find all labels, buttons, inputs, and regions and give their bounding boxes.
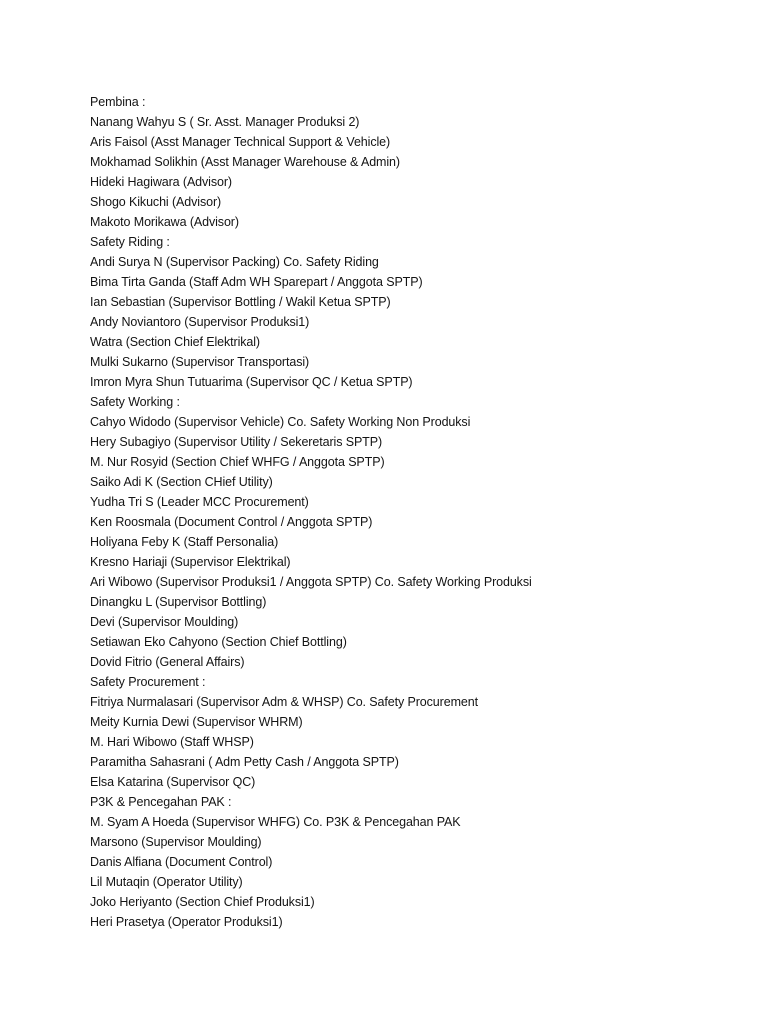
list-item: Imron Myra Shun Tutuarima (Supervisor QC / Ketua SPTP) bbox=[90, 375, 413, 389]
list-item: Devi (Supervisor Moulding) bbox=[90, 615, 239, 629]
list-item: Danis Alfiana (Document Control) bbox=[90, 855, 273, 869]
list-item: Dovid Fitrio (General Affairs) bbox=[90, 655, 245, 669]
list-item: Elsa Katarina (Supervisor QC) bbox=[90, 775, 256, 789]
list-item: Joko Heriyanto (Section Chief Produksi1) bbox=[90, 895, 315, 909]
list-item: M. Hari Wibowo (Staff WHSP) bbox=[90, 735, 254, 749]
list-item: Mulki Sukarno (Supervisor Transportasi) bbox=[90, 355, 310, 369]
list-item: Marsono (Supervisor Moulding) bbox=[90, 835, 262, 849]
list-item: M. Syam A Hoeda (Supervisor WHFG) Co. P3K & Pencegahan PAK bbox=[90, 815, 461, 829]
list-item: Saiko Adi K (Section CHief Utility) bbox=[90, 475, 273, 489]
section-heading-p3k-pencegahan-pak: P3K & Pencegahan PAK : bbox=[90, 795, 232, 809]
list-item: M. Nur Rosyid (Section Chief WHFG / Anggota SPTP) bbox=[90, 455, 385, 469]
list-item: Kresno Hariaji (Supervisor Elektrikal) bbox=[90, 555, 291, 569]
list-item: Andy Noviantoro (Supervisor Produksi1) bbox=[90, 315, 310, 329]
list-item: Bima Tirta Ganda (Staff Adm WH Sparepart / Anggota SPTP) bbox=[90, 275, 423, 289]
list-item: Yudha Tri S (Leader MCC Procurement) bbox=[90, 495, 309, 509]
document-page bbox=[90, 92, 750, 932]
section-heading-safety-riding: Safety Riding : bbox=[90, 235, 170, 249]
list-item: Lil Mutaqin (Operator Utility) bbox=[90, 875, 243, 889]
list-item: Heri Prasetya (Operator Produksi1) bbox=[90, 915, 283, 929]
list-item: Ian Sebastian (Supervisor Bottling / Wakil Ketua SPTP) bbox=[90, 295, 391, 309]
list-item: Hideki Hagiwara (Advisor) bbox=[90, 175, 232, 189]
list-item: Cahyo Widodo (Supervisor Vehicle) Co. Safety Working Non Produksi bbox=[90, 415, 471, 429]
list-item: Meity Kurnia Dewi (Supervisor WHRM) bbox=[90, 715, 303, 729]
list-item: Shogo Kikuchi (Advisor) bbox=[90, 195, 222, 209]
list-item: Paramitha Sahasrani ( Adm Petty Cash / Anggota SPTP) bbox=[90, 755, 399, 769]
list-item: Ari Wibowo (Supervisor Produksi1 / Anggota SPTP) Co. Safety Working Produksi bbox=[90, 575, 532, 589]
list-item: Mokhamad Solikhin (Asst Manager Warehouse & Admin) bbox=[90, 155, 400, 169]
section-heading-safety-working: Safety Working : bbox=[90, 395, 180, 409]
list-item: Ken Roosmala (Document Control / Anggota SPTP) bbox=[90, 515, 373, 529]
list-item: Dinangku L (Supervisor Bottling) bbox=[90, 595, 267, 609]
list-item: Andi Surya N (Supervisor Packing) Co. Safety Riding bbox=[90, 255, 379, 269]
list-item: Setiawan Eko Cahyono (Section Chief Bottling) bbox=[90, 635, 347, 649]
list-item: Watra (Section Chief Elektrikal) bbox=[90, 335, 260, 349]
list-item: Hery Subagiyo (Supervisor Utility / Sekeretaris SPTP) bbox=[90, 435, 383, 449]
list-item: Makoto Morikawa (Advisor) bbox=[90, 215, 239, 229]
list-item: Aris Faisol (Asst Manager Technical Support & Vehicle) bbox=[90, 135, 391, 149]
list-item: Holiyana Feby K (Staff Personalia) bbox=[90, 535, 279, 549]
list-item: Fitriya Nurmalasari (Supervisor Adm & WHSP) Co. Safety Procurement bbox=[90, 695, 478, 709]
list-item: Nanang Wahyu S ( Sr. Asst. Manager Produksi 2) bbox=[90, 115, 360, 129]
section-heading-pembina: Pembina : bbox=[90, 95, 146, 109]
section-heading-safety-procurement: Safety Procurement : bbox=[90, 675, 206, 689]
